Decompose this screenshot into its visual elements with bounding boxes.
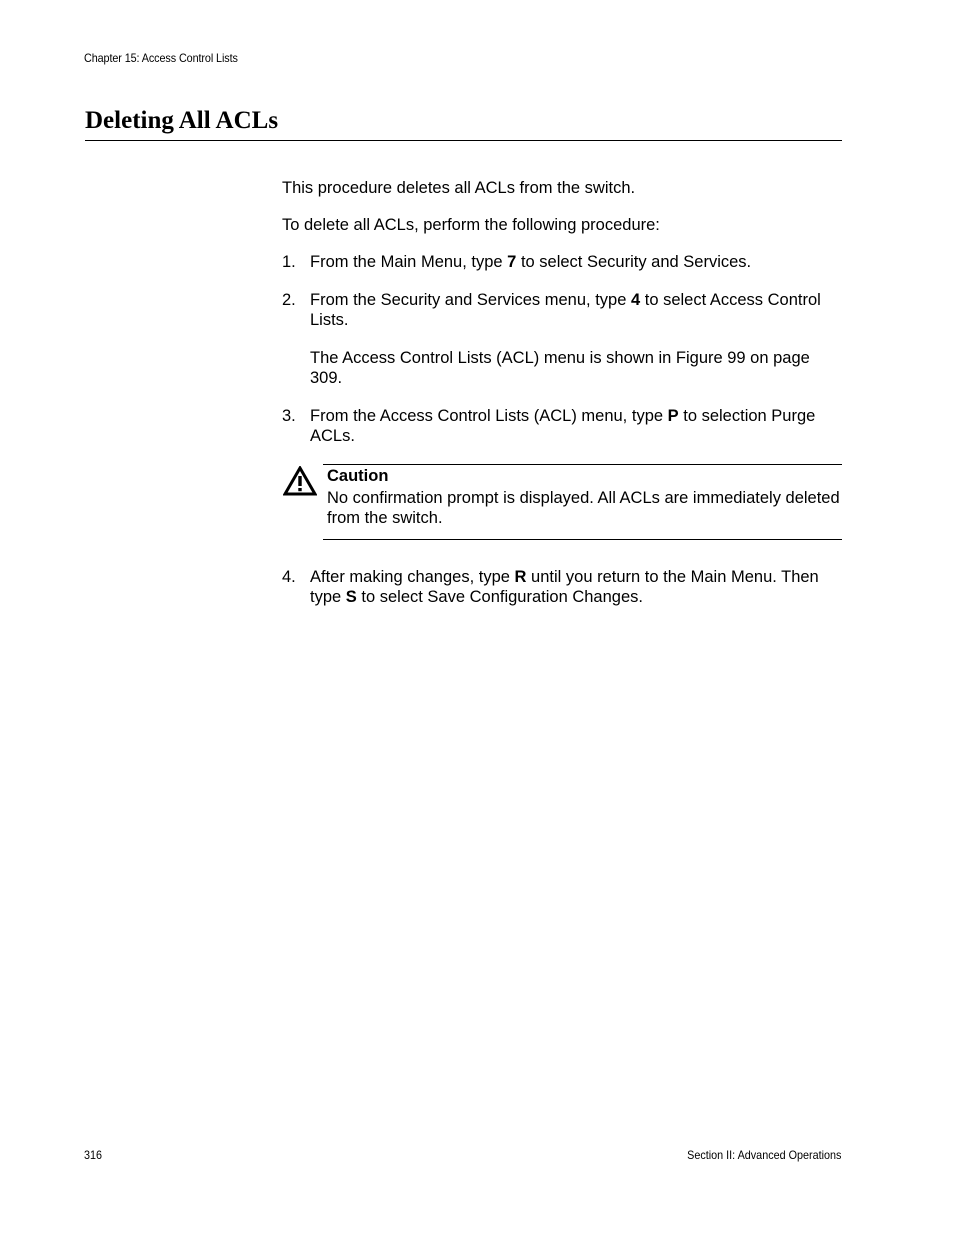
step-key: 7 bbox=[507, 253, 517, 271]
page-number: 316 bbox=[84, 1148, 103, 1162]
step-key: P bbox=[667, 406, 679, 425]
procedure-body bbox=[282, 178, 842, 625]
step-text: to select Security and Services. bbox=[516, 253, 752, 271]
step-text: From the Access Control Lists (ACL) menu, type bbox=[310, 406, 668, 425]
intro-paragraph: This procedure deletes all ACLs from the switch. bbox=[282, 179, 636, 197]
step-number: 4. bbox=[282, 567, 296, 586]
step-text: After making changes, type bbox=[310, 567, 515, 586]
step-text: to select Access Control Lists. bbox=[310, 290, 821, 329]
step-4 bbox=[282, 567, 842, 608]
step-text: to selection Purge ACLs. bbox=[310, 406, 816, 445]
page-title: Deleting All ACLs bbox=[85, 106, 842, 141]
caution-notice bbox=[282, 464, 842, 540]
step-key: S bbox=[345, 588, 357, 606]
step-1 bbox=[282, 252, 842, 273]
step-text: until you return to the Main Menu. Then type bbox=[310, 567, 819, 606]
step-3 bbox=[282, 406, 842, 447]
step-2-note: The Access Control Lists (ACL) menu is shown in Figure 99 on page 309. bbox=[310, 348, 810, 387]
step-number: 1. bbox=[282, 253, 296, 271]
running-header: Chapter 15: Access Control Lists bbox=[84, 51, 238, 65]
step-number: 2. bbox=[282, 290, 296, 309]
running-footer-section: Section II: Advanced Operations bbox=[686, 1148, 841, 1162]
step-text: From the Security and Services menu, type bbox=[310, 290, 631, 309]
procedure-lead-in: To delete all ACLs, perform the following procedure: bbox=[282, 216, 660, 234]
step-key: 4 bbox=[630, 290, 641, 309]
step-number: 3. bbox=[282, 406, 296, 425]
caution-title: Caution bbox=[327, 466, 389, 485]
step-2 bbox=[282, 290, 842, 331]
step-text: to select Save Configuration Changes. bbox=[356, 588, 643, 606]
warning-triangle-icon bbox=[283, 466, 317, 496]
step-text: From the Main Menu, type bbox=[310, 253, 508, 271]
caution-text: No confirmation prompt is displayed. All ACLs are immediately deleted from the switch. bbox=[327, 488, 840, 527]
step-key: R bbox=[514, 567, 527, 586]
